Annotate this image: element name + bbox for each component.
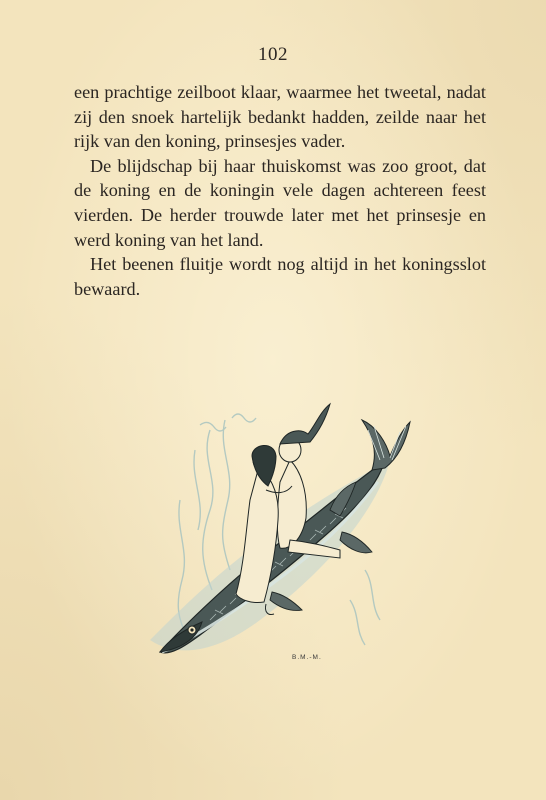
shepherd-cap <box>280 404 330 444</box>
story-text <box>74 80 486 301</box>
paragraph-1: een prachtige zeilboot klaar, waarmee het tweetal, nadat zij den snoek hartelijk bedankt hadden, zeilde naar het rijk van den koning, prinsesjes vader. <box>74 82 486 152</box>
paragraph-2: De blijdschap bij haar thuiskomst was zoo groot, dat de koning en de koningin vele dagen achtereen feest vierden. De herder trouwde later met het prinsesje en werd koning van het land. <box>74 155 486 250</box>
paragraph-3: Het beenen fluitje wordt nog altijd in het koningsslot bewaard. <box>74 254 486 299</box>
pike-tail <box>362 420 410 470</box>
pike-riders-illustration <box>140 390 420 680</box>
artist-signature: B.M.-M. <box>292 654 322 661</box>
page-number: 102 <box>258 44 288 65</box>
